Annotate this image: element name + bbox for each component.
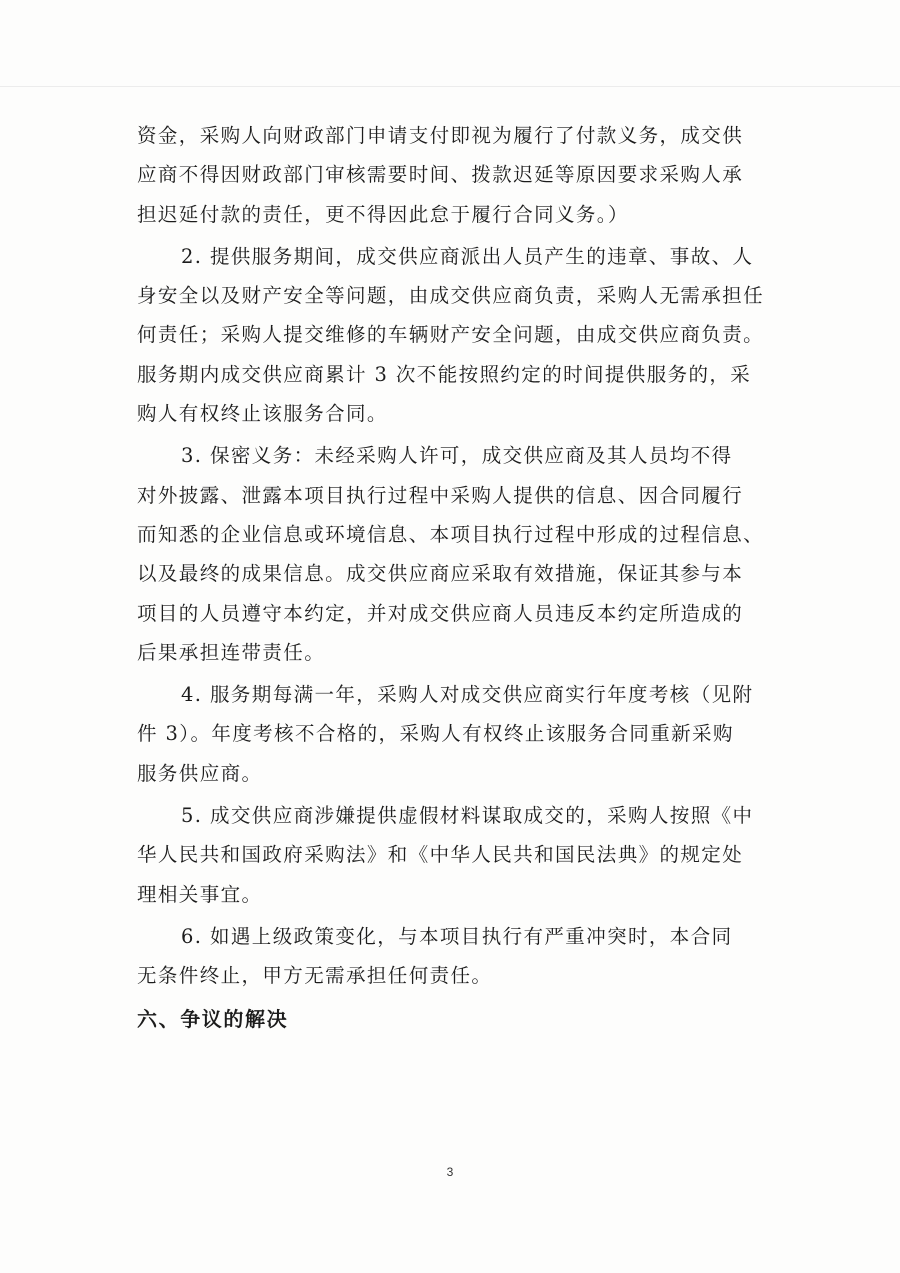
- body-text: [137, 116, 771, 1039]
- paragraph-item-5: [137, 796, 771, 914]
- text-line: 6. 如遇上级政策变化，与本项目执行有严重冲突时，本合同: [181, 924, 733, 948]
- text-line: 理相关事宜。: [137, 882, 263, 906]
- text-line: 项目的人员遵守本约定，并对成交供应商人员违反本约定所造成的: [137, 601, 744, 625]
- text-line: 购人有权终止该服务合同。: [137, 402, 388, 426]
- text-line: 应商不得因财政部门审核需要时间、拨款迟延等原因要求采购人承: [137, 163, 744, 187]
- text-line: 华人民共和国政府采购法》和《中华人民共和国民法典》的规定处: [137, 843, 744, 867]
- text-line: 2. 提供服务期间，成交供应商派出人员产生的违章、事故、人: [181, 244, 754, 268]
- text-line: 服务供应商。: [137, 761, 263, 785]
- paragraph-item-2: [137, 237, 771, 433]
- text-line: 何责任；采购人提交维修的车辆财产安全问题，由成交供应商负责。: [137, 323, 765, 347]
- scan-edge-line: [0, 86, 900, 87]
- text-line: 身安全以及财产安全等问题，由成交供应商负责，采购人无需承担任: [137, 284, 765, 308]
- paragraph-item-3: [137, 436, 771, 672]
- text-line: 对外披露、泄露本项目执行过程中采购人提供的信息、因合同履行: [137, 483, 744, 507]
- text-line: 3. 保密义务：未经采购人许可，成交供应商及其人员均不得: [181, 444, 733, 468]
- paragraph-item-6: [137, 917, 771, 996]
- paragraph-payment-continued: [137, 116, 771, 234]
- text-line: 资金，采购人向财政部门申请支付即视为履行了付款义务，成交供: [137, 124, 744, 147]
- paragraph-item-4: [137, 675, 771, 793]
- text-line: 而知悉的企业信息或环境信息、本项目执行过程中形成的过程信息、: [137, 522, 765, 546]
- section-heading: 六、争议的解决: [137, 1006, 289, 1031]
- text-line: 服务期内成交供应商累计 3 次不能按照约定的时间提供服务的，采: [137, 362, 752, 386]
- text-line: 无条件终止，甲方无需承担任何责任。: [137, 964, 493, 988]
- text-line: 后果承担连带责任。: [137, 640, 326, 664]
- text-line: 以及最终的成果信息。成交供应商应采取有效措施，保证其参与本: [137, 562, 744, 586]
- text-line: 5. 成交供应商涉嫌提供虚假材料谋取成交的，采购人按照《中: [181, 804, 754, 828]
- text-line: 担迟延付款的责任，更不得因此怠于履行合同义务。）: [137, 202, 629, 226]
- page-number: 3: [446, 1165, 454, 1179]
- text-line: 件 3）。年度考核不合格的，采购人有权终止该服务合同重新采购: [137, 722, 734, 746]
- text-line: 4. 服务期每满一年，采购人对成交供应商实行年度考核（见附: [181, 683, 754, 707]
